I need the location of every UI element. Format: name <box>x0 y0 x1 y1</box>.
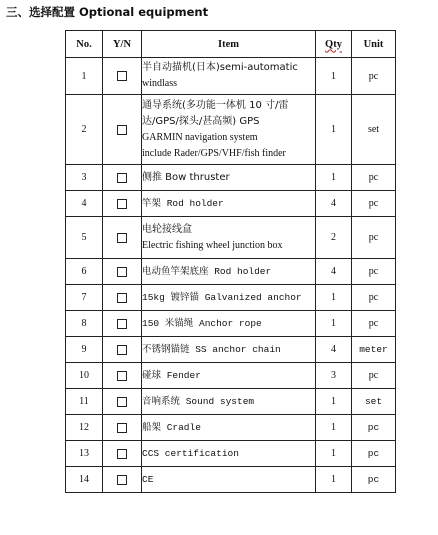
item-line: 15kg 镀锌锚 Galvanized anchor <box>142 291 302 303</box>
table-row <box>66 217 396 259</box>
row-unit: pc <box>352 363 396 389</box>
select-checkbox[interactable] <box>117 125 127 135</box>
select-checkbox[interactable] <box>117 475 127 485</box>
row-qty: 3 <box>316 363 352 389</box>
header-unit: Unit <box>352 31 396 58</box>
row-unit: pc <box>352 58 396 95</box>
table-row <box>66 389 396 415</box>
row-item <box>142 441 316 467</box>
row-no: 12 <box>66 415 103 441</box>
row-unit: pc <box>352 191 396 217</box>
select-checkbox[interactable] <box>117 293 127 303</box>
select-checkbox[interactable] <box>117 397 127 407</box>
row-no: 7 <box>66 285 103 311</box>
row-qty: 1 <box>316 285 352 311</box>
select-checkbox[interactable] <box>117 267 127 277</box>
row-no: 10 <box>66 363 103 389</box>
table-body <box>66 58 396 493</box>
select-checkbox[interactable] <box>117 449 127 459</box>
row-unit: set <box>352 95 396 165</box>
table-row <box>66 363 396 389</box>
header-no: No. <box>66 31 103 58</box>
row-unit: pc <box>352 285 396 311</box>
row-no: 8 <box>66 311 103 337</box>
optional-equipment-table <box>65 30 396 493</box>
row-no: 4 <box>66 191 103 217</box>
row-qty: 1 <box>316 389 352 415</box>
item-line: 150 米锚绳 Anchor rope <box>142 317 262 329</box>
select-checkbox[interactable] <box>117 345 127 355</box>
select-checkbox[interactable] <box>117 423 127 433</box>
row-unit: pc <box>352 467 396 493</box>
row-unit: pc <box>352 165 396 191</box>
row-item <box>142 415 316 441</box>
row-item <box>142 467 316 493</box>
row-no: 13 <box>66 441 103 467</box>
item-line: 碰球 Fender <box>142 369 201 381</box>
row-no: 5 <box>66 217 103 259</box>
item-line: 电动鱼竿架底座 Rod holder <box>142 265 272 277</box>
table-row <box>66 165 396 191</box>
item-line: 竿架 Rod holder <box>142 197 224 209</box>
item-line: 音响系统 Sound system <box>142 395 255 407</box>
header-item: Item <box>142 31 316 58</box>
item-line: 达/GPS/探头/甚高频) GPS <box>142 115 260 127</box>
select-checkbox[interactable] <box>117 71 127 81</box>
row-item <box>142 217 316 259</box>
item-line: include Rader/GPS/VHF/fish finder <box>142 147 286 159</box>
row-qty: 1 <box>316 441 352 467</box>
table-row <box>66 58 396 95</box>
item-line: GARMIN navigation system <box>142 131 258 143</box>
select-checkbox[interactable] <box>117 173 127 183</box>
row-no: 1 <box>66 58 103 95</box>
row-unit: pc <box>352 441 396 467</box>
item-line: 侧推 Bow thruster <box>142 171 230 183</box>
row-item <box>142 58 316 95</box>
row-item <box>142 389 316 415</box>
select-checkbox[interactable] <box>117 319 127 329</box>
item-line: 半自动描机(日本)semi-automatic <box>142 62 298 73</box>
table-row <box>66 95 396 165</box>
select-checkbox[interactable] <box>117 199 127 209</box>
table-row <box>66 191 396 217</box>
item-line: CE <box>142 473 154 485</box>
row-unit: pc <box>352 217 396 259</box>
row-unit: set <box>352 389 396 415</box>
table-row <box>66 441 396 467</box>
item-line: 不锈钢锚链 SS anchor chain <box>142 343 281 355</box>
section-title: 三、选择配置 Optional equipment <box>6 5 209 19</box>
table-row <box>66 285 396 311</box>
item-line: 通导系统(多功能一体机 10 寸/雷 <box>142 99 289 111</box>
row-item <box>142 95 316 165</box>
item-line: CCS certification <box>142 447 239 459</box>
row-qty: 1 <box>316 415 352 441</box>
row-item <box>142 337 316 363</box>
row-no: 2 <box>66 95 103 165</box>
row-qty: 1 <box>316 311 352 337</box>
row-qty: 2 <box>316 217 352 259</box>
table-row <box>66 311 396 337</box>
row-qty: 1 <box>316 95 352 165</box>
row-qty: 1 <box>316 165 352 191</box>
row-no: 11 <box>66 389 103 415</box>
select-checkbox[interactable] <box>117 233 127 243</box>
row-qty: 1 <box>316 58 352 95</box>
item-line: Electric fishing wheel junction box <box>142 239 283 251</box>
row-unit: pc <box>352 415 396 441</box>
row-item <box>142 165 316 191</box>
item-line: windlass <box>142 78 177 89</box>
item-line: 船架 Cradle <box>142 421 201 433</box>
row-qty: 4 <box>316 337 352 363</box>
row-unit: meter <box>352 337 396 363</box>
row-item <box>142 285 316 311</box>
table-header-row <box>66 31 396 58</box>
header-qty: Qty <box>316 31 352 58</box>
row-item <box>142 311 316 337</box>
row-no: 14 <box>66 467 103 493</box>
row-unit: pc <box>352 311 396 337</box>
row-qty: 1 <box>316 467 352 493</box>
row-no: 9 <box>66 337 103 363</box>
table-row <box>66 467 396 493</box>
select-checkbox[interactable] <box>117 371 127 381</box>
row-no: 3 <box>66 165 103 191</box>
row-item <box>142 259 316 285</box>
row-qty: 4 <box>316 259 352 285</box>
row-unit: pc <box>352 259 396 285</box>
row-qty: 4 <box>316 191 352 217</box>
row-no: 6 <box>66 259 103 285</box>
item-line: 电轮接线盒 <box>142 223 192 235</box>
row-item <box>142 191 316 217</box>
table-row <box>66 259 396 285</box>
header-yn: Y/N <box>103 31 142 58</box>
table-row <box>66 415 396 441</box>
table-row <box>66 337 396 363</box>
row-item <box>142 363 316 389</box>
